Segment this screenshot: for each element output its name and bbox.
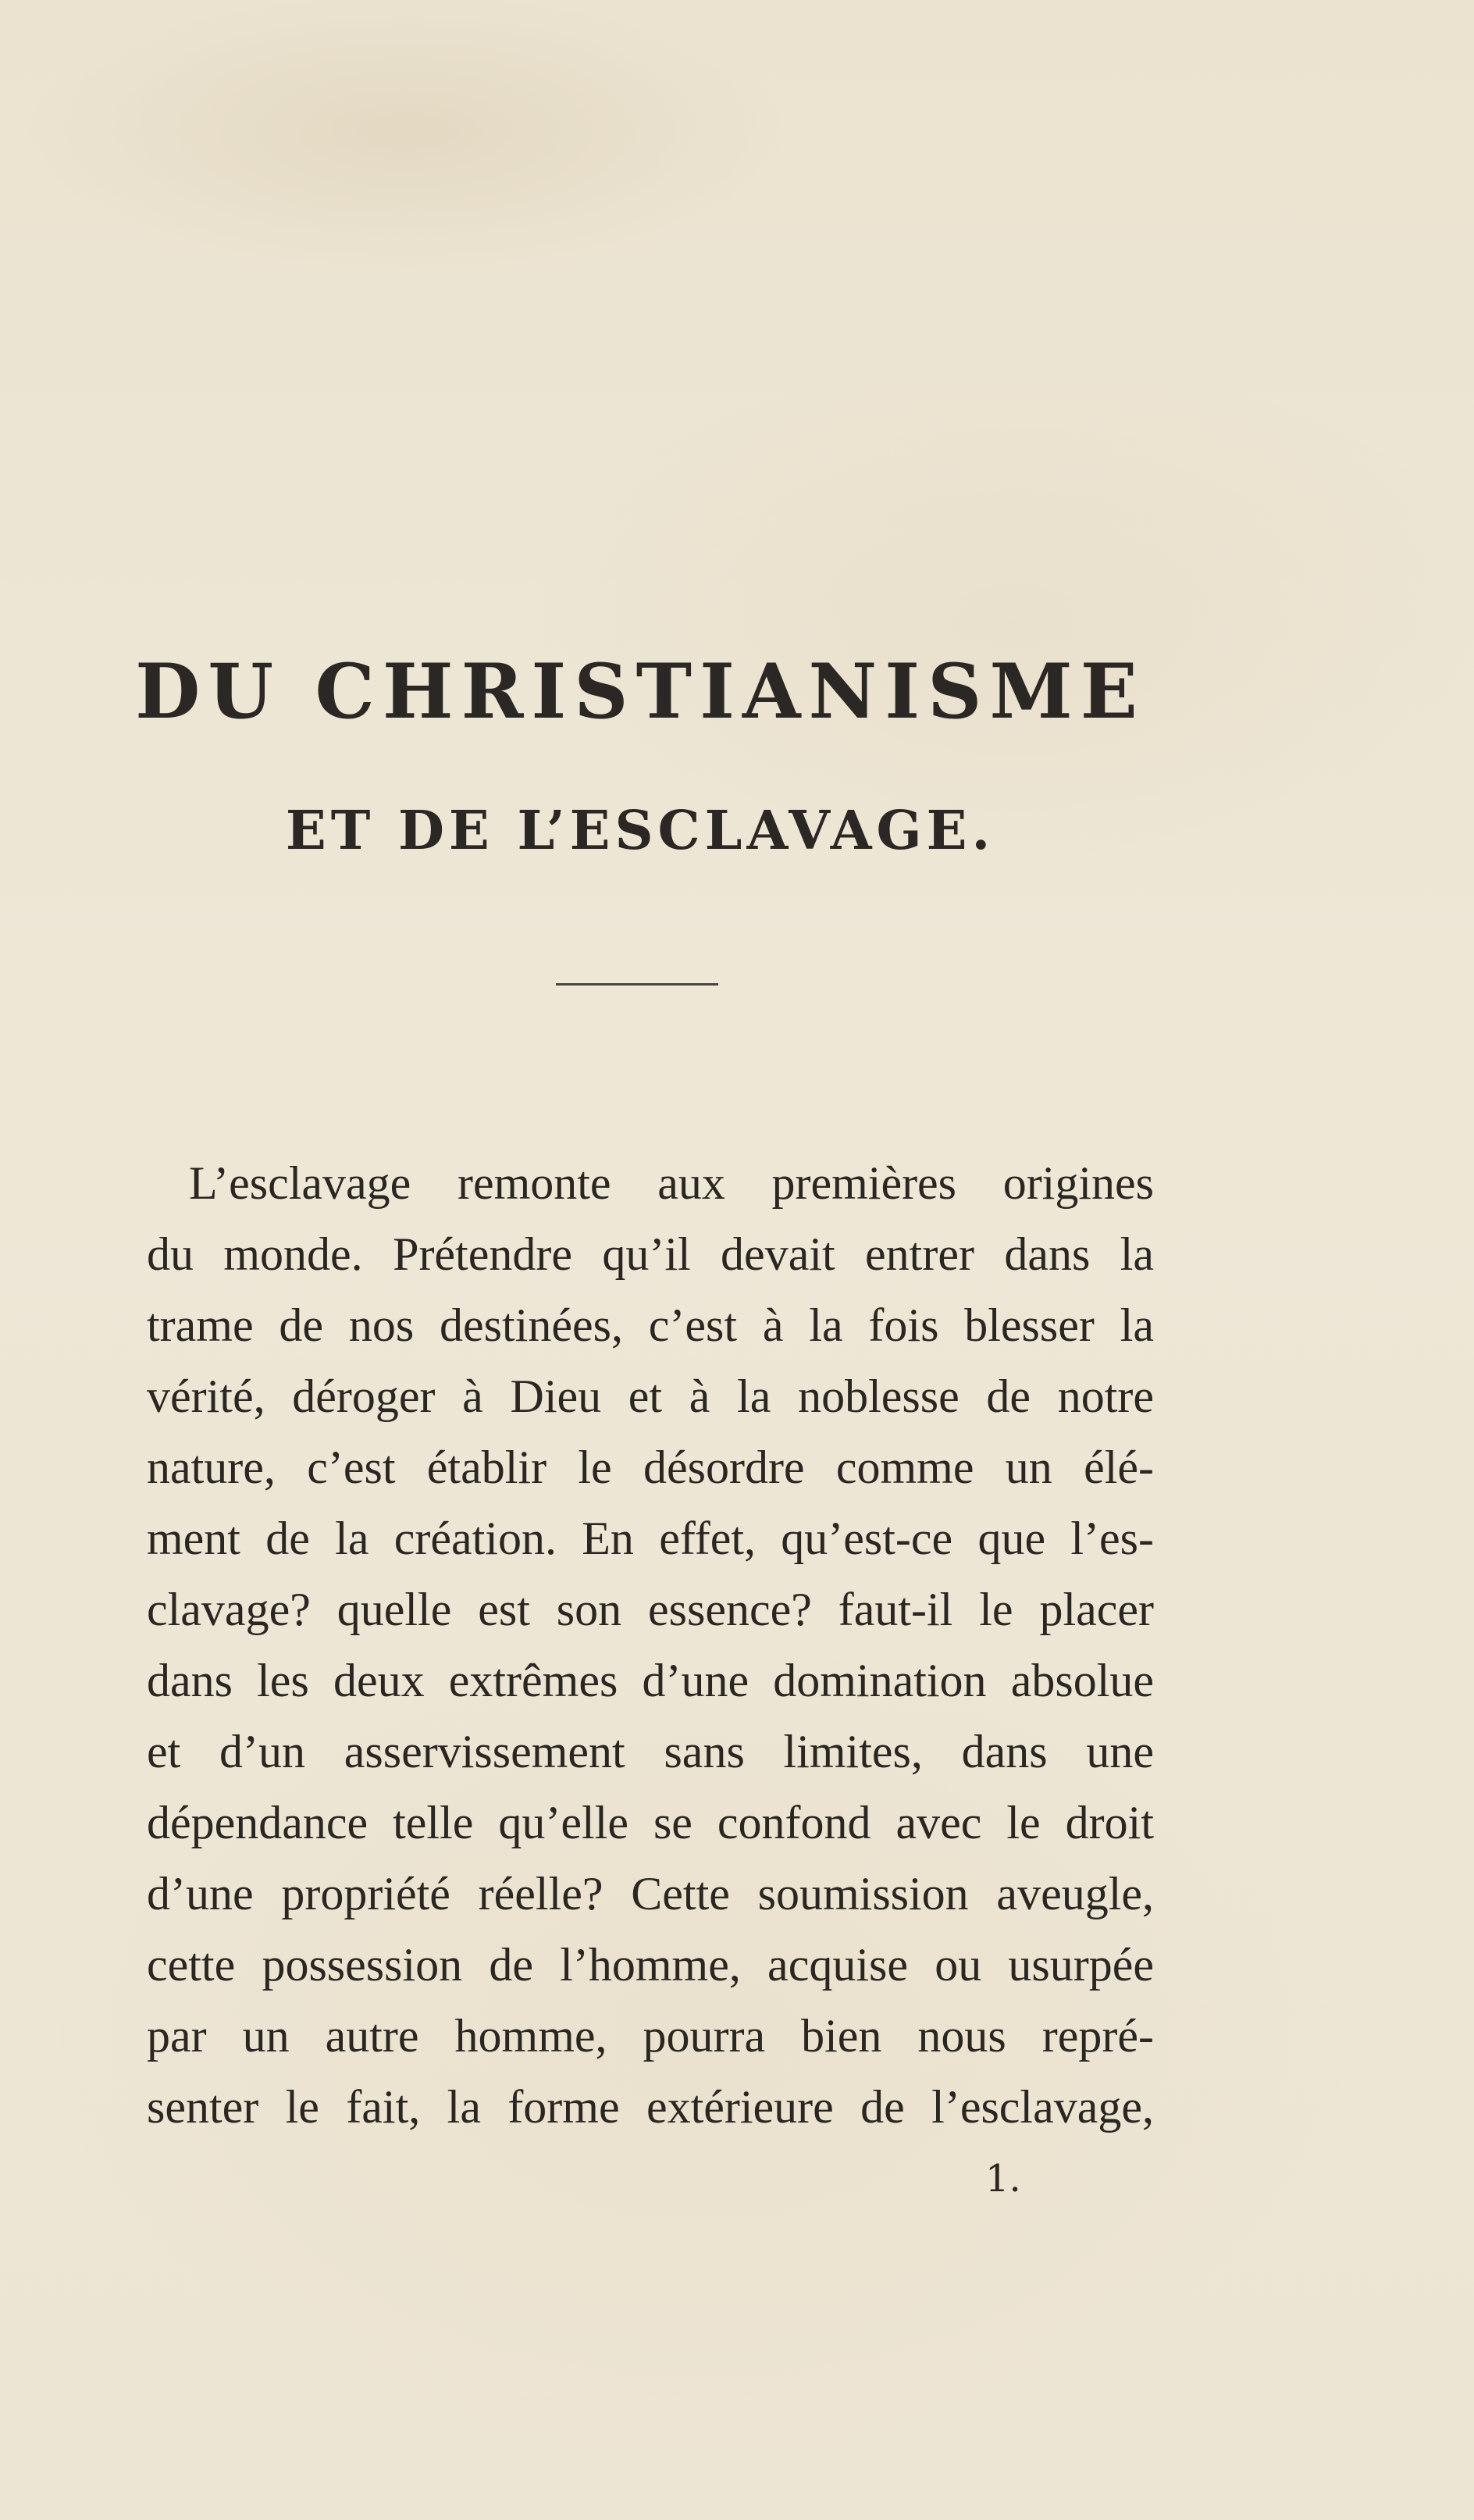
text-line: cette possession de l’homme, acquise ou usurpée [147,1939,1154,1991]
text-line: nature, c’est établir le désordre comme un élé- [147,1442,1154,1493]
chapter-subtitle: ET DE L’ESCLAVAGE. [285,800,995,862]
text-line: L’esclavage remonte aux premières origines [189,1157,1154,1209]
text-line: trame de nos destinées, c’est à la fois blesser la [147,1299,1154,1351]
text-line: clavage? quelle est son essence? faut-il le placer [147,1584,1154,1635]
chapter-title: DU CHRISTIANISME [135,647,1145,736]
text-line: et d’un asservissement sans limites, dans une [147,1726,1154,1777]
text-line: senter le fait, la forme extérieure de l’esclavage, [147,2081,1154,2133]
text-line: dépendance telle qu’elle se confond avec le droit [147,1797,1154,1848]
page-number: 1. [985,2157,1021,2201]
text-line: dans les deux extrêmes d’une domination absolue [147,1655,1154,1706]
text-line: du monde. Prétendre qu’il devait entrer dans la [147,1228,1154,1280]
title-divider [556,983,718,986]
body-paragraph [147,1148,1154,2143]
text-line: ment de la création. En effet, qu’est-ce que l’es- [147,1513,1154,1564]
text-line: vérité, déroger à Dieu et à la noblesse de notre [147,1370,1154,1422]
text-line: d’une propriété réelle? Cette soumission aveugle, [147,1868,1154,1919]
text-line: par un autre homme, pourra bien nous repré- [147,2010,1154,2062]
